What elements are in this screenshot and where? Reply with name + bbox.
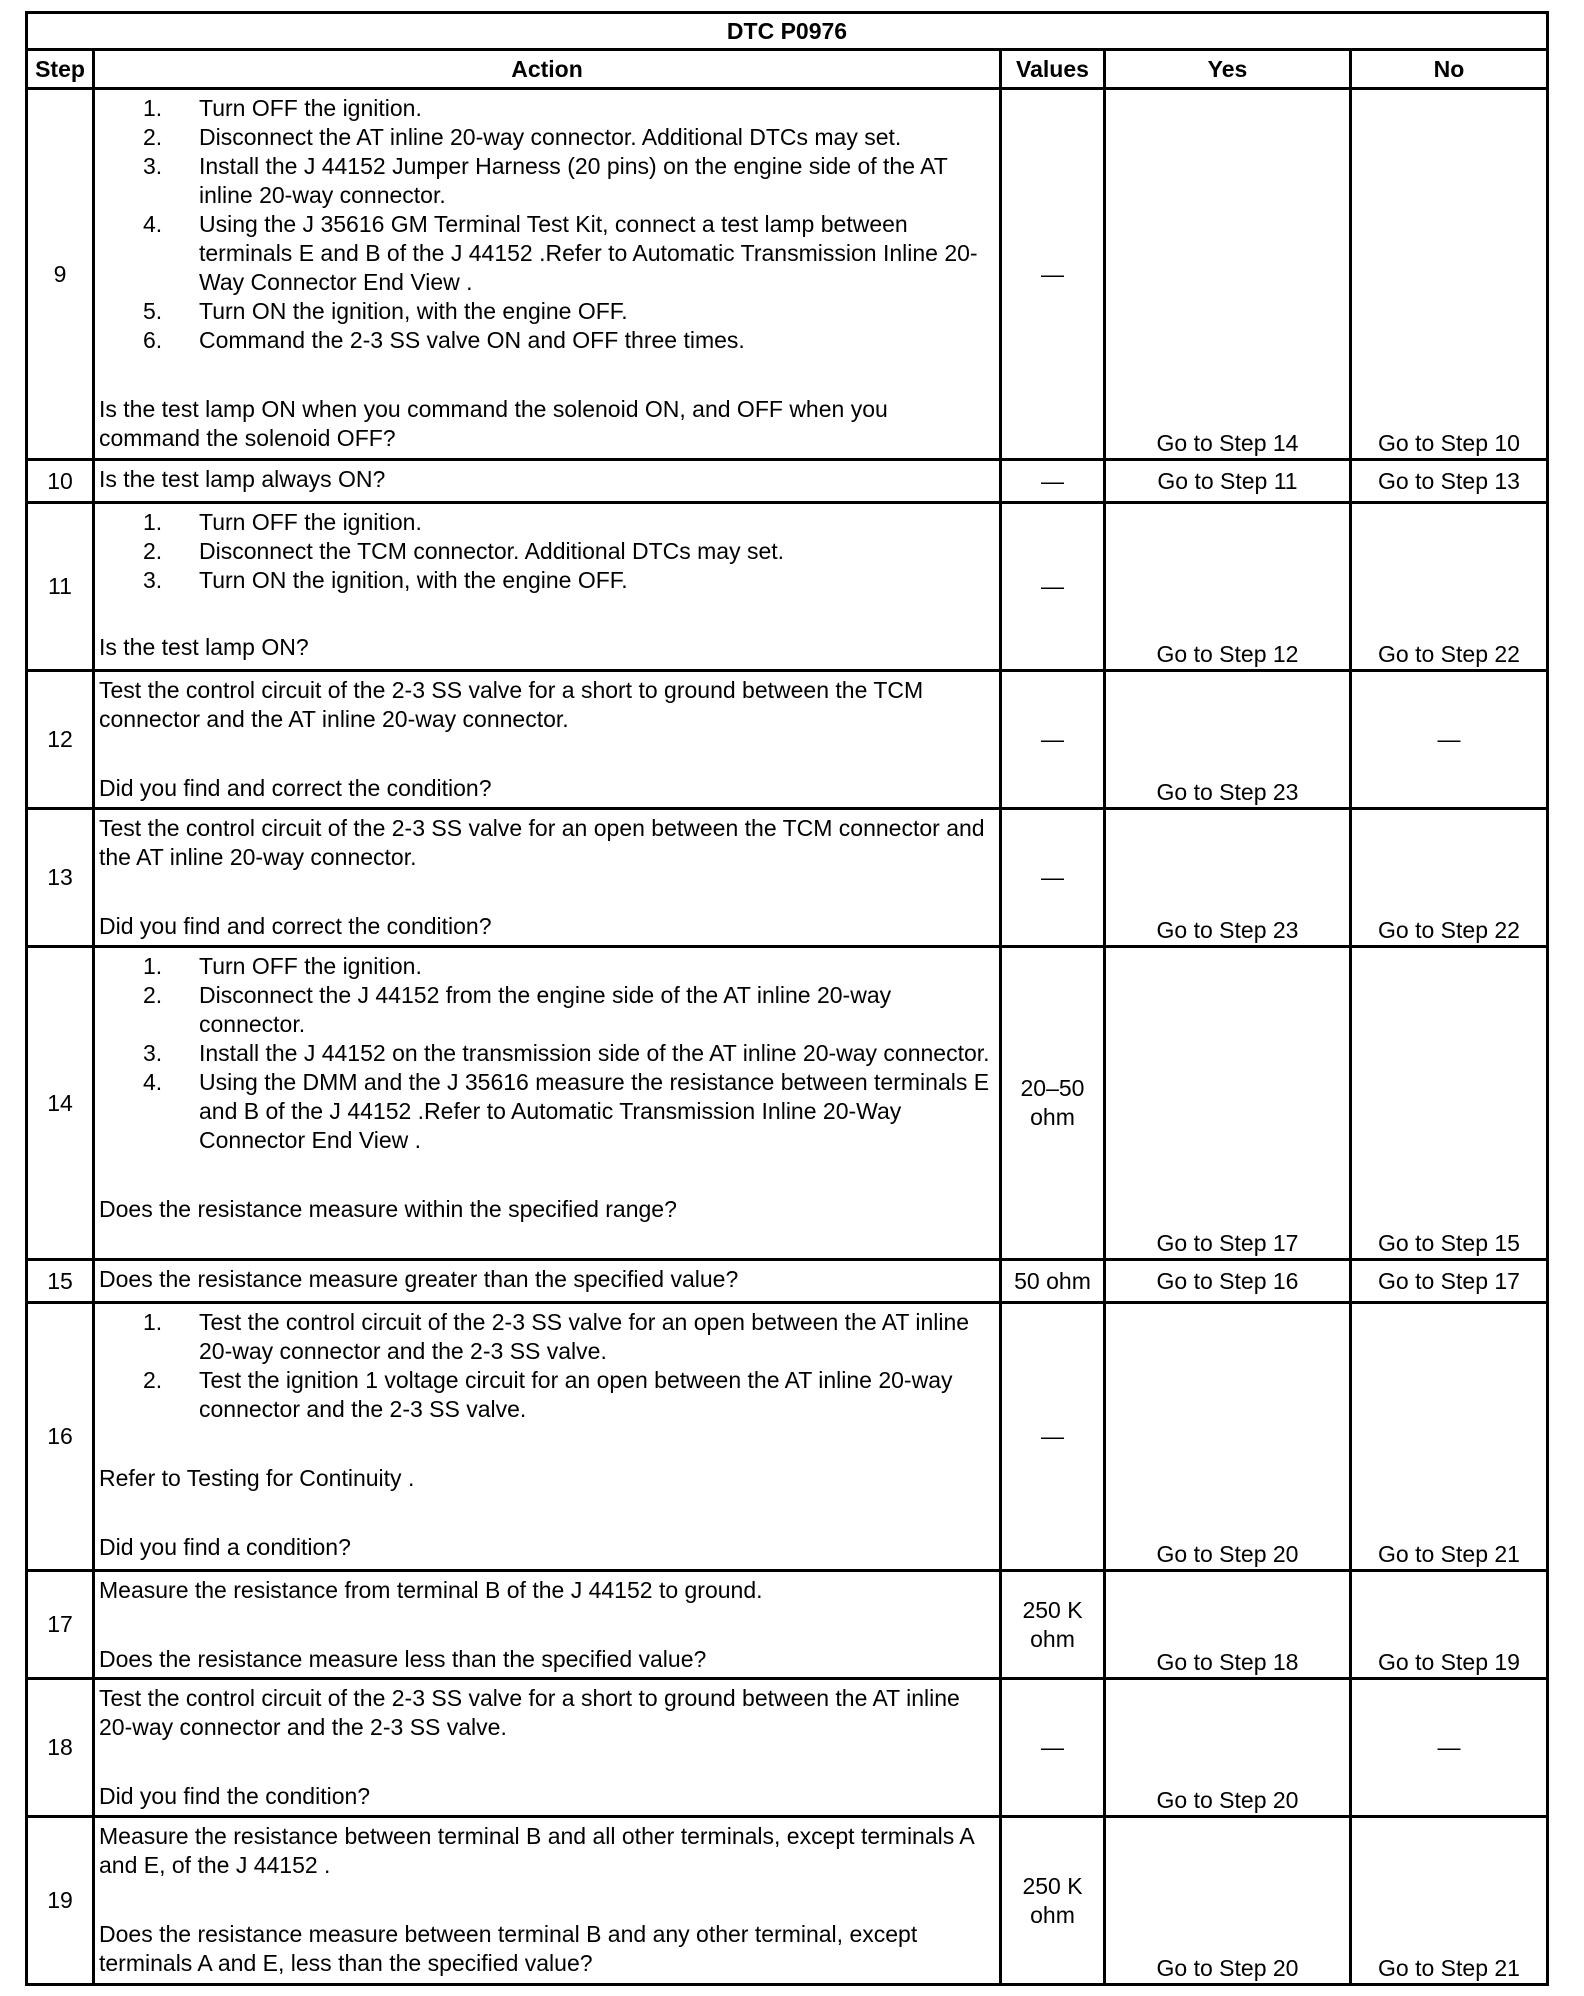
- instruction-item: 1. Turn OFF the ignition.: [143, 95, 422, 121]
- table-row-step-14: [27, 947, 1548, 1260]
- action-text: Test the control circuit of the 2-3 SS valve for an open between the TCM connector and the AT inline 20-way connector.: [99, 815, 985, 870]
- question-text: Is the test lamp always ON?: [94, 460, 1001, 503]
- note-text: Refer to Testing for Continuity .: [99, 1465, 415, 1491]
- instruction-item: 1. Test the control circuit of the 2-3 SS valve for an open between the AT inline 20-way connector and the 2-3 SS valve.: [143, 1309, 970, 1364]
- instruction-list: [99, 508, 993, 595]
- no-cell: —: [1351, 671, 1548, 809]
- header-no: No: [1351, 50, 1548, 89]
- action-text: Measure the resistance between terminal B and all other terminals, except terminals A and E, of the J 44152 .: [99, 1823, 974, 1878]
- instruction-item: 3. Install the J 44152 on the transmission side of the AT inline 20-way connector.: [143, 1040, 990, 1066]
- value-cell: —: [1001, 503, 1105, 671]
- yes-cell: Go to Step 14: [1105, 89, 1351, 460]
- value-cell: —: [1001, 809, 1105, 947]
- instruction-item: 5. Turn ON the ignition, with the engine OFF.: [143, 298, 628, 324]
- question-text: Is the test lamp ON when you command the solenoid ON, and OFF when you command the solenoid OFF?: [99, 396, 888, 451]
- instruction-item: 1. Turn OFF the ignition.: [143, 509, 422, 535]
- step-number: 9: [27, 89, 94, 460]
- action-cell: [94, 947, 1001, 1260]
- table-row-step-9: [27, 89, 1548, 460]
- no-cell: Go to Step 17: [1351, 1260, 1548, 1303]
- step-number: 10: [27, 460, 94, 503]
- instruction-item: 6. Command the 2-3 SS valve ON and OFF three times.: [143, 327, 745, 353]
- step-number: 12: [27, 671, 94, 809]
- no-cell: —: [1351, 1679, 1548, 1817]
- table-row-step-17: [27, 1571, 1548, 1679]
- no-cell: Go to Step 21: [1351, 1303, 1548, 1571]
- yes-cell: Go to Step 12: [1105, 503, 1351, 671]
- instruction-item: 4. Using the DMM and the J 35616 measure the resistance between terminals E and B of the J 44152 .Refer to Automatic Transmission Inline 20-Way Connector End View .: [143, 1069, 990, 1153]
- no-cell: Go to Step 10: [1351, 89, 1548, 460]
- value-cell: —: [1001, 460, 1105, 503]
- instruction-item: 2. Disconnect the J 44152 from the engine side of the AT inline 20-way connector.: [143, 982, 892, 1037]
- value-cell: —: [1001, 1303, 1105, 1571]
- instruction-list: [99, 94, 993, 355]
- yes-cell: Go to Step 23: [1105, 809, 1351, 947]
- value-cell: —: [1001, 1679, 1105, 1817]
- instruction-item: 1. Turn OFF the ignition.: [143, 953, 422, 979]
- value-cell: 50 ohm: [1001, 1260, 1105, 1303]
- step-number: 19: [27, 1817, 94, 1985]
- header-step: Step: [27, 50, 94, 89]
- no-cell: Go to Step 22: [1351, 503, 1548, 671]
- action-cell: [94, 809, 1001, 947]
- instruction-item: 2. Disconnect the AT inline 20-way connector. Additional DTCs may set.: [143, 124, 902, 150]
- instruction-item: 2. Test the ignition 1 voltage circuit for an open between the AT inline 20-way connector and the 2-3 SS valve.: [143, 1367, 953, 1422]
- action-cell: [94, 503, 1001, 671]
- step-number: 13: [27, 809, 94, 947]
- table-row-step-19: [27, 1817, 1548, 1985]
- no-cell: Go to Step 22: [1351, 809, 1548, 947]
- yes-cell: Go to Step 11: [1105, 460, 1351, 503]
- question-text: Does the resistance measure less than the specified value?: [99, 1646, 707, 1672]
- value-cell: 250 K ohm: [1001, 1817, 1105, 1985]
- yes-cell: Go to Step 18: [1105, 1571, 1351, 1679]
- yes-cell: Go to Step 17: [1105, 947, 1351, 1260]
- header-action: Action: [94, 50, 1001, 89]
- table-row-step-15: [27, 1260, 1548, 1303]
- yes-cell: Go to Step 20: [1105, 1817, 1351, 1985]
- table-row-step-11: [27, 503, 1548, 671]
- action-cell: [94, 1571, 1001, 1679]
- question-text: Did you find a condition?: [99, 1534, 351, 1560]
- action-cell: [94, 671, 1001, 809]
- instruction-item: 3. Install the J 44152 Jumper Harness (20 pins) on the engine side of the AT inline 20-way connector.: [143, 153, 948, 208]
- instruction-list: [99, 1308, 993, 1424]
- no-cell: Go to Step 19: [1351, 1571, 1548, 1679]
- table-row-step-16: [27, 1303, 1548, 1571]
- action-text: Test the control circuit of the 2-3 SS valve for a short to ground between the AT inline 20-way connector and the 2-3 SS valve.: [99, 1685, 960, 1740]
- table-title: DTC P0976: [27, 13, 1548, 50]
- question-text: Does the resistance measure greater than the specified value?: [94, 1260, 1001, 1303]
- no-cell: Go to Step 13: [1351, 460, 1548, 503]
- step-number: 17: [27, 1571, 94, 1679]
- table-row-step-13: [27, 809, 1548, 947]
- instruction-item: 4. Using the J 35616 GM Terminal Test Kit, connect a test lamp between terminals E and B of the J 44152 .Refer to Automatic Transmission Inline 20-Way Connector End View .: [143, 211, 978, 295]
- action-text: Test the control circuit of the 2-3 SS valve for a short to ground between the TCM connector and the AT inline 20-way connector.: [99, 677, 924, 732]
- action-text: Measure the resistance from terminal B of the J 44152 to ground.: [99, 1577, 763, 1603]
- question-text: Did you find and correct the condition?: [99, 913, 492, 939]
- action-cell: [94, 1679, 1001, 1817]
- instruction-list: [99, 952, 993, 1155]
- yes-cell: Go to Step 16: [1105, 1260, 1351, 1303]
- step-number: 11: [27, 503, 94, 671]
- yes-cell: Go to Step 20: [1105, 1679, 1351, 1817]
- action-cell: [94, 1303, 1001, 1571]
- value-cell: 20–50 ohm: [1001, 947, 1105, 1260]
- table-row-step-18: [27, 1679, 1548, 1817]
- value-cell: 250 K ohm: [1001, 1571, 1105, 1679]
- no-cell: Go to Step 21: [1351, 1817, 1548, 1985]
- header-row: [27, 50, 1548, 89]
- instruction-item: 3. Turn ON the ignition, with the engine OFF.: [143, 567, 628, 593]
- table-row-step-12: [27, 671, 1548, 809]
- question-text: Does the resistance measure between terminal B and any other terminal, except terminals A and E, less than the specified value?: [99, 1921, 918, 1976]
- question-text: Did you find and correct the condition?: [99, 775, 492, 801]
- yes-cell: Go to Step 20: [1105, 1303, 1351, 1571]
- dtc-table: [25, 11, 1549, 1986]
- step-number: 18: [27, 1679, 94, 1817]
- step-number: 14: [27, 947, 94, 1260]
- value-cell: —: [1001, 671, 1105, 809]
- header-yes: Yes: [1105, 50, 1351, 89]
- question-text: Did you find the condition?: [99, 1783, 371, 1809]
- no-cell: Go to Step 15: [1351, 947, 1548, 1260]
- step-number: 16: [27, 1303, 94, 1571]
- question-text: Does the resistance measure within the specified range?: [99, 1196, 677, 1222]
- yes-cell: Go to Step 23: [1105, 671, 1351, 809]
- table-row-step-10: [27, 460, 1548, 503]
- question-text: Is the test lamp ON?: [99, 634, 309, 660]
- title-row: [27, 13, 1548, 50]
- header-values: Values: [1001, 50, 1105, 89]
- action-cell: [94, 1817, 1001, 1985]
- step-number: 15: [27, 1260, 94, 1303]
- value-cell: —: [1001, 89, 1105, 460]
- instruction-item: 2. Disconnect the TCM connector. Additional DTCs may set.: [143, 538, 785, 564]
- action-cell: [94, 89, 1001, 460]
